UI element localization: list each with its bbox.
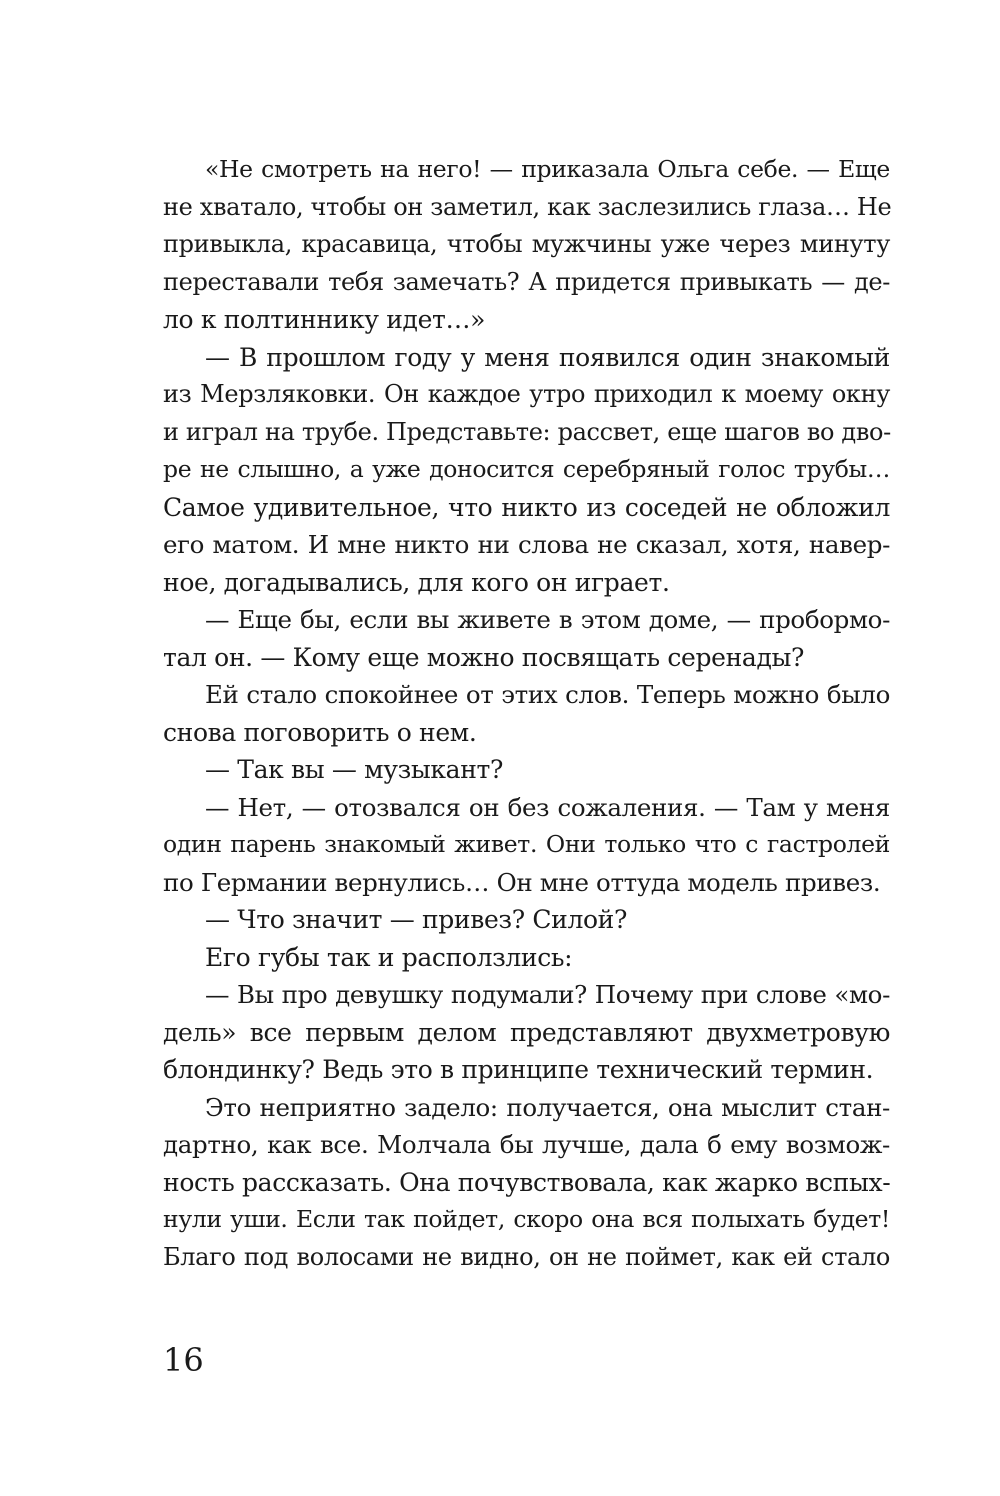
text-line: Благо под волосами не видно, он не поймет, как ей стало [163,1242,890,1271]
text-line: нули уши. Если так пойдет, скоро она вся полыхать будет! [163,1205,890,1233]
text-line: и играл на трубе. Представьте: рассвет, еще шагов во дво- [163,417,891,446]
text-line: ло к полтиннику идет…» [163,305,486,334]
text-line: — Что значит — привез? Силой? [205,905,628,934]
text-line: снова поговорить о нем. [163,717,477,747]
text-line: ное, догадывались, для кого он играет. [163,567,670,597]
text-line: дель» все первым делом представляют двухметровую [163,1017,890,1047]
text-line: тал он. — Кому еще можно посвящать серенады? [163,642,805,672]
body-text [163,151,890,1276]
text-line: Это неприятно задело: получается, она мыслит стан- [205,1092,890,1122]
text-line: — В прошлом году у меня появился один знакомый [205,342,890,372]
text-line: — Нет, — отозвался он без сожаления. — Там у меня [205,792,890,822]
text-line: Его губы так и расползлись: [205,942,573,972]
text-line: ре не слышно, а уже доносится серебряный голос трубы… [163,455,890,483]
text-line: привыкла, красавица, чтобы мужчины уже через минуту [163,230,890,258]
text-line: не хватало, чтобы он заметил, как заслезились глаза… Не [163,192,892,221]
text-line: ность рассказать. Она почувствовала, как жарко вспых- [163,1167,891,1197]
text-line: — Еще бы, если вы живете в этом доме, — пробормо- [205,605,890,634]
text-line: блондинку? Ведь это в принципе технический термин. [163,1055,874,1084]
text-line: по Германии вернулись… Он мне оттуда модель привез. [163,867,881,897]
text-line: Самое удивительное, что никто из соседей не обложил [163,492,890,522]
page-number: 16 [163,1341,204,1379]
text-line: переставали тебя замечать? А придется привыкать — де- [163,267,890,296]
text-line: один парень знакомый живет. Они только что с гастролей [163,830,890,858]
text-line: «Не смотреть на него! — приказала Ольга себе. — Еще [205,155,890,183]
text-line: — Так вы — музыкант? [205,755,504,784]
text-line: — Вы про девушку подумали? Почему при слове «мо- [205,980,890,1009]
text-line: его матом. И мне никто ни слова не сказал, хотя, навер- [163,530,890,559]
text-line: дартно, как все. Молчала бы лучше, дала б ему возмож- [163,1130,890,1159]
text-line: из Мерзляковки. Он каждое утро приходил к моему окну [163,380,890,408]
text-line: Ей стало спокойнее от этих слов. Теперь можно было [205,680,890,709]
